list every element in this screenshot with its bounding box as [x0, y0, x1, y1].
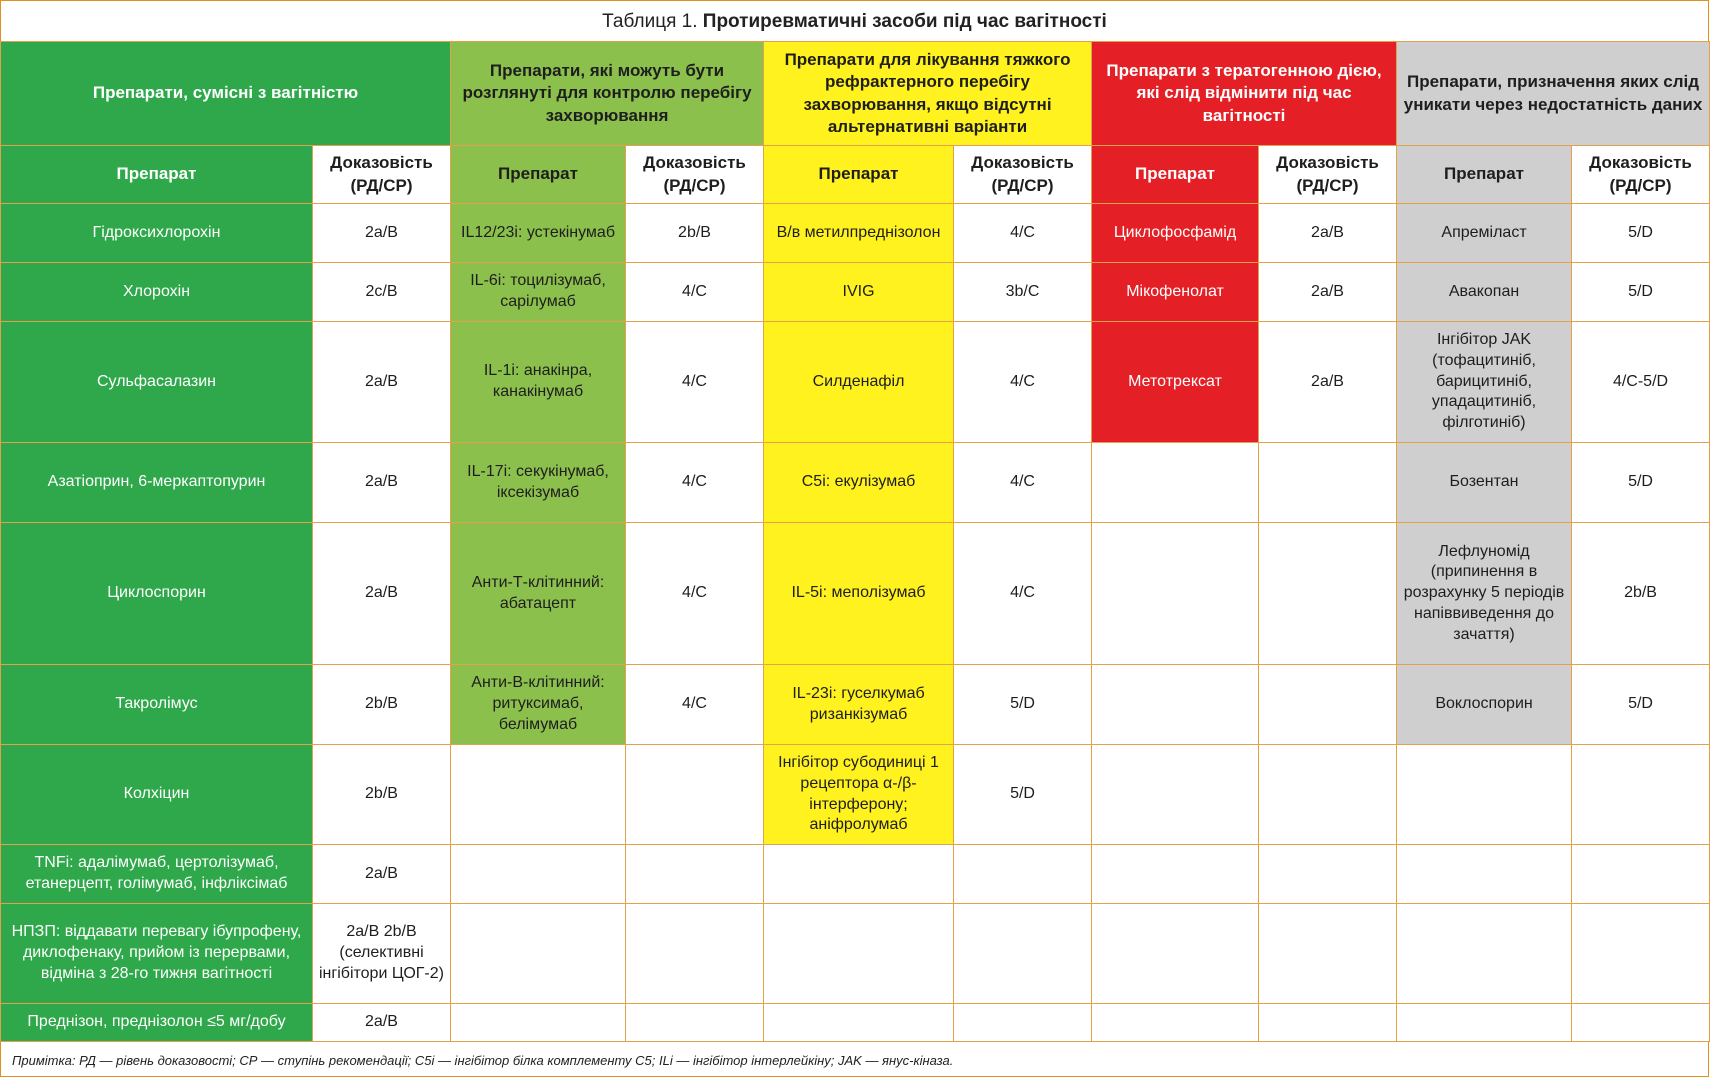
cell-teratogenic-drug: [1092, 845, 1259, 904]
cell-avoid-evidence: 5/D: [1572, 204, 1710, 263]
cell-compatible-evidence: 2a/B: [313, 845, 451, 904]
cell-considered-evidence: [626, 904, 764, 1004]
cell-avoid-evidence: [1572, 845, 1710, 904]
cell-teratogenic-drug: Циклофосфамід: [1092, 204, 1259, 263]
cell-teratogenic-evidence: [1259, 745, 1397, 845]
col-header-drug: Препарат: [1, 146, 313, 204]
cell-teratogenic-evidence: [1259, 904, 1397, 1004]
column-header-row: [1, 146, 1710, 204]
cell-considered-drug: [451, 1004, 626, 1042]
cell-avoid-evidence: 2b/B: [1572, 523, 1710, 665]
table-row: [1, 904, 1710, 1004]
cell-refractory-evidence: 4/C: [954, 443, 1092, 523]
cell-refractory-drug: [764, 1004, 954, 1042]
cell-teratogenic-drug: [1092, 745, 1259, 845]
cell-compatible-drug: Преднізон, преднізолон ≤5 мг/добу: [1, 1004, 313, 1042]
cell-considered-drug: IL-6i: тоцилізумаб, сарілумаб: [451, 263, 626, 322]
table-title-main: Протиревматичні засоби під час вагітності: [702, 11, 1107, 32]
cell-teratogenic-evidence: [1259, 845, 1397, 904]
cell-considered-drug: Анти-Т-клітинний: абатацепт: [451, 523, 626, 665]
group-header-refractory: Препарати для лікування тяжкого рефрактерного перебігу захворювання, якщо відсутні альтернативні варіанти: [764, 42, 1092, 146]
cell-avoid-drug: Воклоспорин: [1397, 665, 1572, 745]
cell-compatible-evidence: 2c/B: [313, 263, 451, 322]
col-header-evidence: Доказовість (РД/СР): [313, 146, 451, 204]
cell-considered-evidence: [626, 1004, 764, 1042]
cell-considered-evidence: 4/C: [626, 665, 764, 745]
table-row: [1, 1004, 1710, 1042]
cell-compatible-evidence: 2a/B: [313, 1004, 451, 1042]
cell-avoid-evidence: [1572, 745, 1710, 845]
cell-compatible-evidence: 2b/B: [313, 745, 451, 845]
cell-compatible-evidence: 2a/B: [313, 322, 451, 443]
table-row: [1, 745, 1710, 845]
cell-teratogenic-drug: [1092, 904, 1259, 1004]
cell-avoid-evidence: [1572, 904, 1710, 1004]
cell-refractory-drug: Інгібітор субодиниці 1 рецептора α-/β-інтерферону; аніфролумаб: [764, 745, 954, 845]
cell-avoid-evidence: [1572, 1004, 1710, 1042]
cell-refractory-evidence: 4/C: [954, 322, 1092, 443]
col-header-drug: Препарат: [1397, 146, 1572, 204]
cell-considered-evidence: 4/C: [626, 523, 764, 665]
table-title: [1, 1, 1708, 42]
cell-teratogenic-evidence: 2a/B: [1259, 322, 1397, 443]
cell-teratogenic-drug: [1092, 1004, 1259, 1042]
table-row: [1, 523, 1710, 665]
cell-refractory-evidence: [954, 904, 1092, 1004]
cell-teratogenic-evidence: 2a/B: [1259, 263, 1397, 322]
cell-compatible-drug: Сульфасалазин: [1, 322, 313, 443]
cell-avoid-drug: [1397, 745, 1572, 845]
table-row: [1, 845, 1710, 904]
cell-teratogenic-evidence: [1259, 1004, 1397, 1042]
cell-avoid-drug: Лефлуномід (припинення в розрахунку 5 періодів напіввиведення до зачаття): [1397, 523, 1572, 665]
cell-compatible-drug: Колхіцин: [1, 745, 313, 845]
cell-teratogenic-drug: Метотрексат: [1092, 322, 1259, 443]
cell-considered-evidence: 2b/B: [626, 204, 764, 263]
cell-refractory-drug: [764, 845, 954, 904]
cell-refractory-evidence: 4/C: [954, 204, 1092, 263]
cell-compatible-evidence: 2a/B: [313, 204, 451, 263]
cell-considered-drug: [451, 845, 626, 904]
group-header-avoid: Препарати, призначення яких слід уникати через недостатність даних: [1397, 42, 1710, 146]
cell-compatible-drug: Хлорохін: [1, 263, 313, 322]
drugs-table: [0, 41, 1710, 1042]
table-row: [1, 322, 1710, 443]
cell-compatible-drug: НПЗП: віддавати перевагу ібупрофену, диклофенаку, прийом із перервами, відміна з 28-го тижня вагітності: [1, 904, 313, 1004]
table-row: [1, 204, 1710, 263]
group-header-row: [1, 42, 1710, 146]
cell-avoid-drug: Інгібітор JAK (тофацитиніб, барицитиніб, упадацитиніб, філготиніб): [1397, 322, 1572, 443]
cell-considered-evidence: 4/C: [626, 263, 764, 322]
group-header-considered: Препарати, які можуть бути розглянуті для контролю перебігу захворювання: [451, 42, 764, 146]
table-row: [1, 665, 1710, 745]
cell-considered-drug: IL12/23i: устекінумаб: [451, 204, 626, 263]
cell-refractory-evidence: 5/D: [954, 745, 1092, 845]
cell-refractory-drug: IVIG: [764, 263, 954, 322]
cell-compatible-evidence: 2a/B 2b/B (селективні інгібітори ЦОГ-2): [313, 904, 451, 1004]
cell-refractory-drug: [764, 904, 954, 1004]
cell-teratogenic-drug: [1092, 443, 1259, 523]
cell-refractory-drug: В/в метилпреднізолон: [764, 204, 954, 263]
cell-refractory-drug: IL-5i: меполізумаб: [764, 523, 954, 665]
cell-teratogenic-drug: Мікофенолат: [1092, 263, 1259, 322]
cell-teratogenic-evidence: [1259, 523, 1397, 665]
cell-compatible-drug: Циклоспорин: [1, 523, 313, 665]
cell-refractory-drug: IL-23i: гуселкумаб ризанкізумаб: [764, 665, 954, 745]
cell-teratogenic-drug: [1092, 523, 1259, 665]
table-row: [1, 443, 1710, 523]
cell-considered-evidence: [626, 745, 764, 845]
group-header-teratogenic: Препарати з тератогенною дією, які слід відмінити під час вагітності: [1092, 42, 1397, 146]
cell-considered-evidence: 4/C: [626, 322, 764, 443]
cell-avoid-evidence: 5/D: [1572, 263, 1710, 322]
cell-compatible-evidence: 2a/B: [313, 523, 451, 665]
cell-compatible-drug: Гідроксихлорохін: [1, 204, 313, 263]
cell-refractory-evidence: 5/D: [954, 665, 1092, 745]
col-header-evidence: Доказовість (РД/СР): [1259, 146, 1397, 204]
table-title-prefix: Таблиця 1.: [602, 11, 698, 32]
cell-avoid-evidence: 5/D: [1572, 665, 1710, 745]
cell-teratogenic-drug: [1092, 665, 1259, 745]
table-row: [1, 263, 1710, 322]
cell-refractory-evidence: 4/C: [954, 523, 1092, 665]
cell-compatible-evidence: 2a/B: [313, 443, 451, 523]
cell-avoid-drug: [1397, 1004, 1572, 1042]
cell-refractory-evidence: [954, 1004, 1092, 1042]
cell-refractory-evidence: 3b/C: [954, 263, 1092, 322]
cell-compatible-drug: TNFi: адалімумаб, цертолізумаб, етанерцепт, голімумаб, інфліксімаб: [1, 845, 313, 904]
cell-compatible-drug: Такролімус: [1, 665, 313, 745]
cell-avoid-drug: [1397, 904, 1572, 1004]
cell-teratogenic-evidence: [1259, 443, 1397, 523]
cell-compatible-drug: Азатіоприн, 6-меркаптопурин: [1, 443, 313, 523]
cell-avoid-drug: Апреміласт: [1397, 204, 1572, 263]
cell-refractory-drug: C5i: екулізумаб: [764, 443, 954, 523]
cell-avoid-drug: Бозентан: [1397, 443, 1572, 523]
cell-considered-drug: [451, 745, 626, 845]
col-header-evidence: Доказовість (РД/СР): [1572, 146, 1710, 204]
col-header-evidence: Доказовість (РД/СР): [954, 146, 1092, 204]
cell-teratogenic-evidence: 2a/B: [1259, 204, 1397, 263]
cell-avoid-drug: [1397, 845, 1572, 904]
cell-avoid-drug: Авакопан: [1397, 263, 1572, 322]
cell-refractory-evidence: [954, 845, 1092, 904]
cell-considered-evidence: [626, 845, 764, 904]
col-header-drug: Препарат: [1092, 146, 1259, 204]
group-header-compatible: Препарати, сумісні з вагітністю: [1, 42, 451, 146]
col-header-drug: Препарат: [764, 146, 954, 204]
cell-refractory-drug: Силденафіл: [764, 322, 954, 443]
cell-considered-drug: Анти-В-клітинний: ритуксимаб, белімумаб: [451, 665, 626, 745]
cell-considered-drug: [451, 904, 626, 1004]
table-note: Примітка: РД — рівень доказовості; СР — ступінь рекомендації; C5i — інгібітор білка комплементу C5; ILi — інгібітор інтерлейкіну; JAK — янус-кіназа.: [12, 1053, 954, 1068]
cell-considered-drug: IL-17i: секукінумаб, іксекізумаб: [451, 443, 626, 523]
cell-teratogenic-evidence: [1259, 665, 1397, 745]
cell-considered-evidence: 4/C: [626, 443, 764, 523]
cell-avoid-evidence: 5/D: [1572, 443, 1710, 523]
cell-avoid-evidence: 4/C-5/D: [1572, 322, 1710, 443]
col-header-evidence: Доказовість (РД/СР): [626, 146, 764, 204]
cell-compatible-evidence: 2b/B: [313, 665, 451, 745]
col-header-drug: Препарат: [451, 146, 626, 204]
cell-considered-drug: IL-1i: анакінра, канакінумаб: [451, 322, 626, 443]
